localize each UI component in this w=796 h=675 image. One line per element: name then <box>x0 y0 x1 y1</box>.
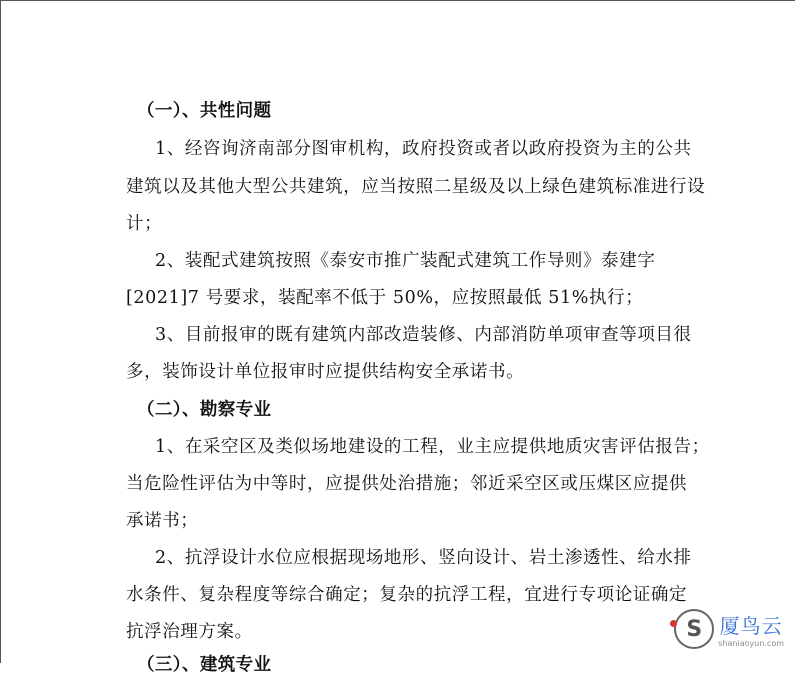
watermark-name: 厦鸟云 <box>719 614 783 638</box>
section-heading-architecture: （三）、建筑专业 <box>137 655 272 675</box>
paragraph-line: 1、经咨询济南部分图审机构，政府投资或者以政府投资为主的公共 <box>155 139 692 159</box>
watermark <box>674 609 784 649</box>
paragraph-line: 当危险性评估为中等时，应提供处治措施；邻近采空区或压煤区应提供 <box>126 474 688 494</box>
paragraph-line: [2021]7 号要求，装配率不低于 50%，应按照最低 51%执行； <box>126 288 644 308</box>
paragraph-line: 建筑以及其他大型公共建筑，应当按照二星级及以上绿色建筑标准进行设 <box>126 177 706 197</box>
paragraph-line: 承诺书； <box>126 511 199 531</box>
paragraph-line: 1、在采空区及类似场地建设的工程，业主应提供地质灾害评估报告； <box>155 437 710 457</box>
paragraph-line: 多，装饰设计单位报审时应提供结构安全承诺书。 <box>126 362 525 382</box>
paragraph-line: 3、目前报审的既有建筑内部改造装修、内部消防单项审查等项目很 <box>155 325 692 345</box>
bird-logo-icon: S <box>674 609 714 649</box>
section-heading-common: （一）、共性问题 <box>137 101 272 121</box>
paragraph-line: 2、装配式建筑按照《泰安市推广装配式建筑工作导则》泰建字 <box>155 251 656 271</box>
paragraph-line: 2、抗浮设计水位应根据现场地形、竖向设计、岩土渗透性、给水排 <box>155 548 692 568</box>
section-heading-survey: （二）、勘察专业 <box>137 400 272 420</box>
watermark-url: shaniaoyun.com <box>718 639 784 648</box>
paragraph-line: 计； <box>126 214 163 234</box>
paragraph-line: 抗浮治理方案。 <box>126 622 253 642</box>
paragraph-line: 水条件、复杂程度等综合确定；复杂的抗浮工程，宜进行专项论证确定 <box>126 585 688 605</box>
